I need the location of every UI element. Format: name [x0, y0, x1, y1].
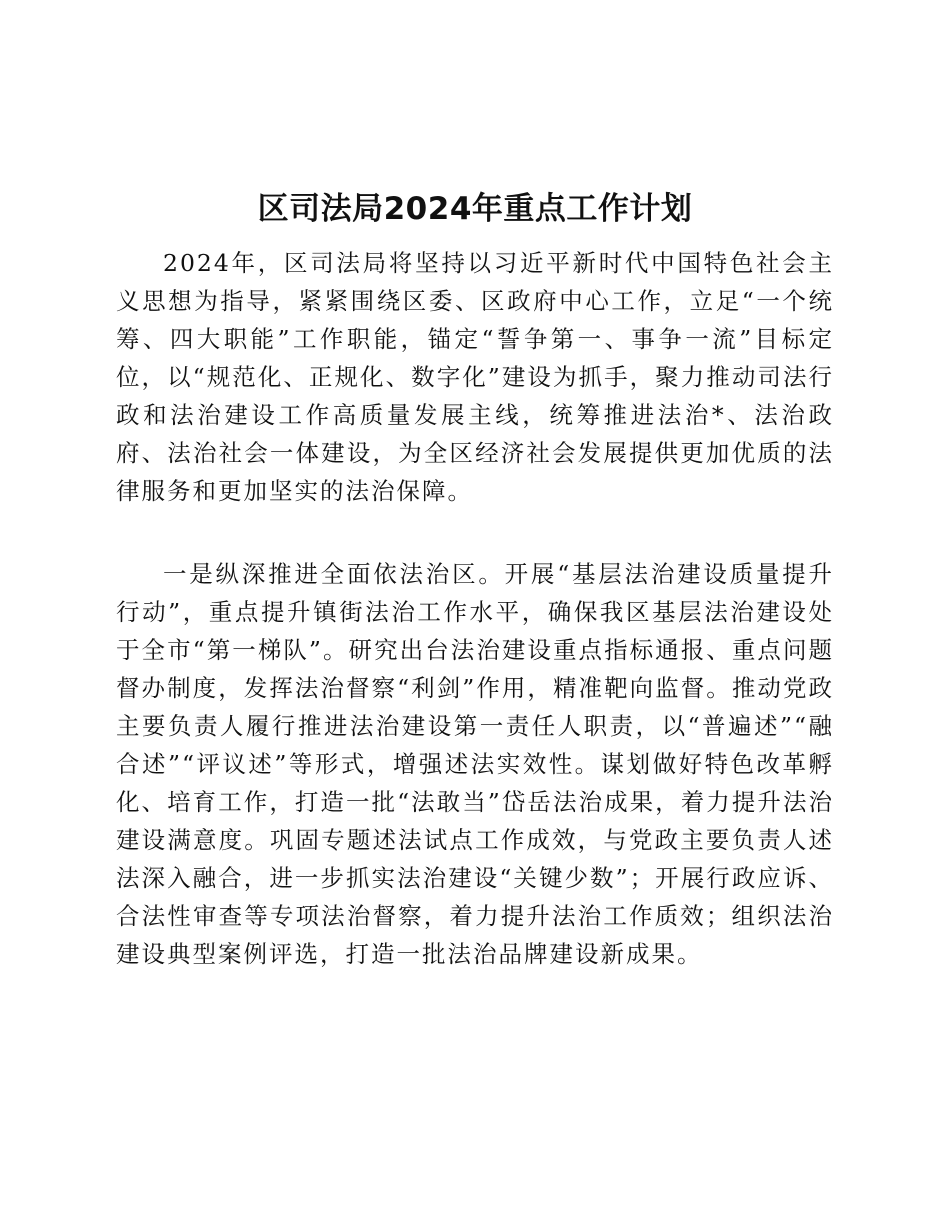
document-title: 区司法局2024年重点工作计划: [257, 191, 693, 227]
section-one-paragraph: 一是纵深推进全面依法治区。开展“基层法治建设质量提升行动”，重点提升镇街法治工作水平，确保我区基层法治建设处于全市“第一梯队”。研究出台法治建设重点指标通报、重点问题督办制度，发挥法治督察“利剑”作用，精准靶向监督。推动党政主要负责人履行推进法治建设第一责任人职责，以“普遍述”“融合述”“评议述”等形式，增强述法实效性。谋划做好特色改革孵化、培育工作，打造一批“法敢当”岱岳法治成果，着力提升法治建设满意度。巩固专题述法试点工作成效，与党政主要负责人述法深入融合，进一步抓实法治建设“关键少数”；开展行政应诉、合法性审查等专项法治督察，着力提升法治工作质效；组织法治建设典型案例评选，打造一批法治品牌建设新成果。: [116, 560, 834, 968]
intro-paragraph: 2024年，区司法局将坚持以习近平新时代中国特色社会主义思想为指导，紧紧围绕区委、区政府中心工作，立足“一个统筹、四大职能”工作职能，锚定“誓争第一、事争一流”目标定位，以“规范化、正规化、数字化”建设为抓手，聚力推动司法行政和法治建设工作高质量发展主线，统筹推进法治*、法治政府、法治社会一体建设，为全区经济社会发展提供更加优质的法律服务和更加坚实的法治保障。: [116, 249, 834, 505]
